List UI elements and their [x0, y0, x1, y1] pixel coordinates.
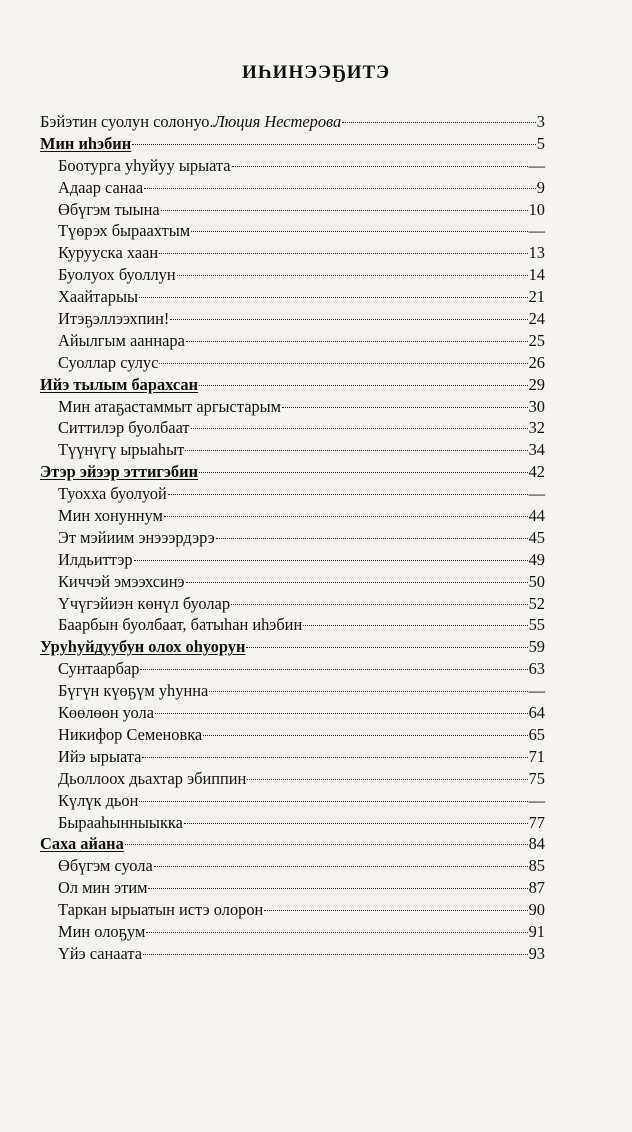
toc-entry-row [40, 112, 545, 134]
toc-page-number: 9 [536, 177, 545, 197]
toc-page-number: 71 [528, 746, 545, 766]
toc-page-number: — [528, 155, 545, 175]
toc-entry-title: Баарбын буолбаат, батыһан иһэбин [58, 615, 303, 635]
toc-page-number: 42 [528, 462, 545, 482]
toc-entry-title: Ол мин этим [58, 878, 148, 898]
toc-page-number: 93 [528, 943, 545, 963]
toc-entry-author: Люция Нестерова [213, 112, 342, 131]
toc-entry-row [40, 528, 545, 550]
toc-section-row [40, 462, 545, 484]
dot-leader [159, 253, 527, 254]
toc-entry-row [40, 703, 545, 725]
dot-leader [247, 779, 527, 780]
dot-leader [282, 407, 528, 408]
toc-entry-title: Өбүгэм тыына [58, 199, 160, 219]
toc-entry-title: Сунтаарбар [58, 659, 140, 679]
toc-entry-title: Түөрэх быраахтым [58, 221, 191, 241]
dot-leader [132, 144, 536, 145]
toc-page-number: 75 [528, 768, 545, 788]
dot-leader [342, 122, 536, 123]
toc-entry-title: Итэҕэллээхпин! [58, 309, 170, 329]
dot-leader [186, 582, 528, 583]
toc-entry-row [40, 331, 545, 353]
toc-entry-row [40, 769, 545, 791]
toc-page-number: 29 [528, 374, 545, 394]
toc-entry-title: Буолуох буоллун [58, 265, 176, 285]
toc-entry-row [40, 922, 545, 944]
toc-entry-row [40, 243, 545, 265]
toc-entry-row [40, 309, 545, 331]
dot-leader [232, 166, 528, 167]
dot-leader [154, 866, 528, 867]
toc-page-number: 63 [528, 659, 545, 679]
toc-page-number: 24 [528, 309, 545, 329]
dot-leader [142, 757, 527, 758]
toc-page-number: 26 [528, 352, 545, 372]
toc-page-number: 87 [528, 878, 545, 898]
toc-section-row [40, 834, 545, 856]
dot-leader [140, 669, 527, 670]
dot-leader [155, 713, 528, 714]
toc-entry-row [40, 550, 545, 572]
toc-entry-title: Бырааһынныыкка [58, 812, 183, 832]
toc-page-number: 45 [528, 527, 545, 547]
toc-entry-title: Үйэ санаата [58, 943, 143, 963]
toc-entry-row [40, 725, 545, 747]
toc-entry-title: Туохха буолуой [58, 484, 167, 504]
toc-entry-title: Хаайтарыы [58, 287, 139, 307]
toc-entry-title: Үчүгэйиэн көнүл буолар [58, 593, 231, 613]
page-title: ИҺИНЭЭҔИТЭ [241, 62, 391, 83]
toc-entry-title: Мин атаҕастаммыт аргыстарым [58, 396, 282, 416]
dot-leader [246, 647, 527, 648]
toc-section-title: Мин иһэбин [40, 133, 132, 153]
toc-entry-title: Өбүгэм суола [58, 856, 153, 876]
dot-leader [184, 823, 528, 824]
toc-entry-row [40, 156, 545, 178]
toc-page-number: — [528, 790, 545, 810]
dot-leader [134, 560, 528, 561]
toc-entry-row [40, 615, 545, 637]
toc-section-row [40, 134, 545, 156]
dot-leader [199, 472, 528, 473]
toc-page-number: 30 [528, 396, 545, 416]
toc-entry-title: Айылгым ааннара [58, 330, 185, 350]
toc-page-number: 55 [528, 615, 545, 635]
toc-entry-row [40, 418, 545, 440]
toc-entry-row [40, 221, 545, 243]
toc-entry-row [40, 681, 545, 703]
toc-entry-row [40, 506, 545, 528]
toc-entry-title: Ситтилэр буолбаат [58, 418, 190, 438]
toc-page-number: 84 [528, 834, 545, 854]
toc-page-number: 5 [536, 133, 545, 153]
toc-page-number: 65 [528, 724, 545, 744]
dot-leader [199, 385, 528, 386]
toc-page-number: 59 [528, 637, 545, 657]
toc-entry-row [40, 878, 545, 900]
toc-page-number: 32 [528, 418, 545, 438]
toc-page-number: 90 [528, 900, 545, 920]
toc-entry-row [40, 178, 545, 200]
dot-leader [125, 844, 528, 845]
toc-entry-title: Эт мэйиим энэээрдэрэ [58, 527, 215, 547]
dot-leader [148, 888, 527, 889]
dot-leader [231, 604, 528, 605]
toc-entry-title: Боотурга уһуйуу ырыата [58, 155, 231, 175]
dot-leader [139, 297, 528, 298]
toc-page-number: 85 [528, 856, 545, 876]
toc-entry-row [40, 265, 545, 287]
dot-leader [216, 538, 528, 539]
toc-page-number: — [528, 681, 545, 701]
toc-entry-title: Мин хонуннум [58, 506, 163, 526]
dot-leader [185, 450, 527, 451]
dot-leader [203, 735, 527, 736]
toc-page-number: 3 [536, 112, 545, 131]
toc-page-number: 34 [528, 440, 545, 460]
toc-entry-row [40, 900, 545, 922]
toc-entry-title: Бэйэтин суолун солонуо. [40, 112, 214, 131]
toc-section-row [40, 375, 545, 397]
toc-entry-row [40, 200, 545, 222]
toc-entry-title: Ийэ ырыата [58, 746, 142, 766]
dot-leader [303, 625, 527, 626]
toc-entry-row [40, 856, 545, 878]
toc-page-number: 10 [528, 199, 545, 219]
toc-entry-row [40, 944, 545, 966]
toc-entry-row [40, 659, 545, 681]
toc-section-row [40, 637, 545, 659]
dot-leader [139, 801, 527, 802]
toc-page-number: 13 [528, 243, 545, 263]
toc-entry-title: Никифор Семеновка [58, 724, 203, 744]
toc-page-number: 25 [528, 330, 545, 350]
dot-leader [159, 363, 527, 364]
toc-entry-title: Бүгүн күөҕүм уһунна [58, 681, 209, 701]
toc-page-number: 91 [528, 921, 545, 941]
toc-entry-row [40, 287, 545, 309]
toc-section-title: Уруһуйдуубун олох оһуорун [40, 637, 246, 657]
toc-entry-title: Мин олоҕум [58, 921, 146, 941]
dot-leader [209, 691, 527, 692]
toc-entry-title: Күлүк дьон [58, 790, 139, 810]
dot-leader [168, 494, 528, 495]
toc-page-number: 21 [528, 287, 545, 307]
table-of-contents [40, 112, 545, 966]
toc-entry-title: Таркан ырыатын истэ олорон [58, 900, 264, 920]
toc-entry-row [40, 484, 545, 506]
dot-leader [177, 275, 528, 276]
toc-page-number: 50 [528, 571, 545, 591]
dot-leader [191, 231, 527, 232]
toc-entry-title: Куруускa хаан [58, 243, 159, 263]
dot-leader [146, 932, 527, 933]
toc-section-title: Саха айана [40, 834, 124, 854]
toc-entry-title: Көөлөөн уола [58, 703, 154, 723]
toc-entry-title: Суоллар сулус [58, 352, 159, 372]
toc-entry-row [40, 397, 545, 419]
toc-page-number: — [528, 484, 545, 504]
toc-entry-title: Дьоллоох дьахтар эбиппин [58, 768, 247, 788]
dot-leader [264, 910, 527, 911]
toc-page-number: 64 [528, 703, 545, 723]
toc-entry-row [40, 813, 545, 835]
toc-page-number: — [528, 221, 545, 241]
toc-page-number: 77 [528, 812, 545, 832]
toc-page-number: 14 [528, 265, 545, 285]
toc-entry-row [40, 353, 545, 375]
dot-leader [144, 188, 536, 189]
toc-page-number: 49 [528, 549, 545, 569]
toc-entry-title: Киччэй эмээхсинэ [58, 571, 185, 591]
dot-leader [186, 341, 528, 342]
toc-entry-title: Түүнүгү ырыаһыт [58, 440, 185, 460]
toc-page-number: 52 [528, 593, 545, 613]
toc-entry-row [40, 791, 545, 813]
toc-page-number: 44 [528, 506, 545, 526]
toc-section-title: Ийэ тылым барахсан [40, 374, 199, 394]
dot-leader [161, 210, 528, 211]
dot-leader [170, 319, 527, 320]
toc-entry-row [40, 572, 545, 594]
toc-entry-title: Илдьиттэр [58, 549, 133, 569]
toc-entry-row [40, 594, 545, 616]
dot-leader [143, 954, 528, 955]
toc-entry-row [40, 440, 545, 462]
dot-leader [191, 428, 528, 429]
toc-entry-title: Адаар санаа [58, 177, 144, 197]
toc-section-title: Этэр эйээр эттигэбин [40, 462, 199, 482]
toc-entry-row [40, 747, 545, 769]
dot-leader [164, 516, 528, 517]
